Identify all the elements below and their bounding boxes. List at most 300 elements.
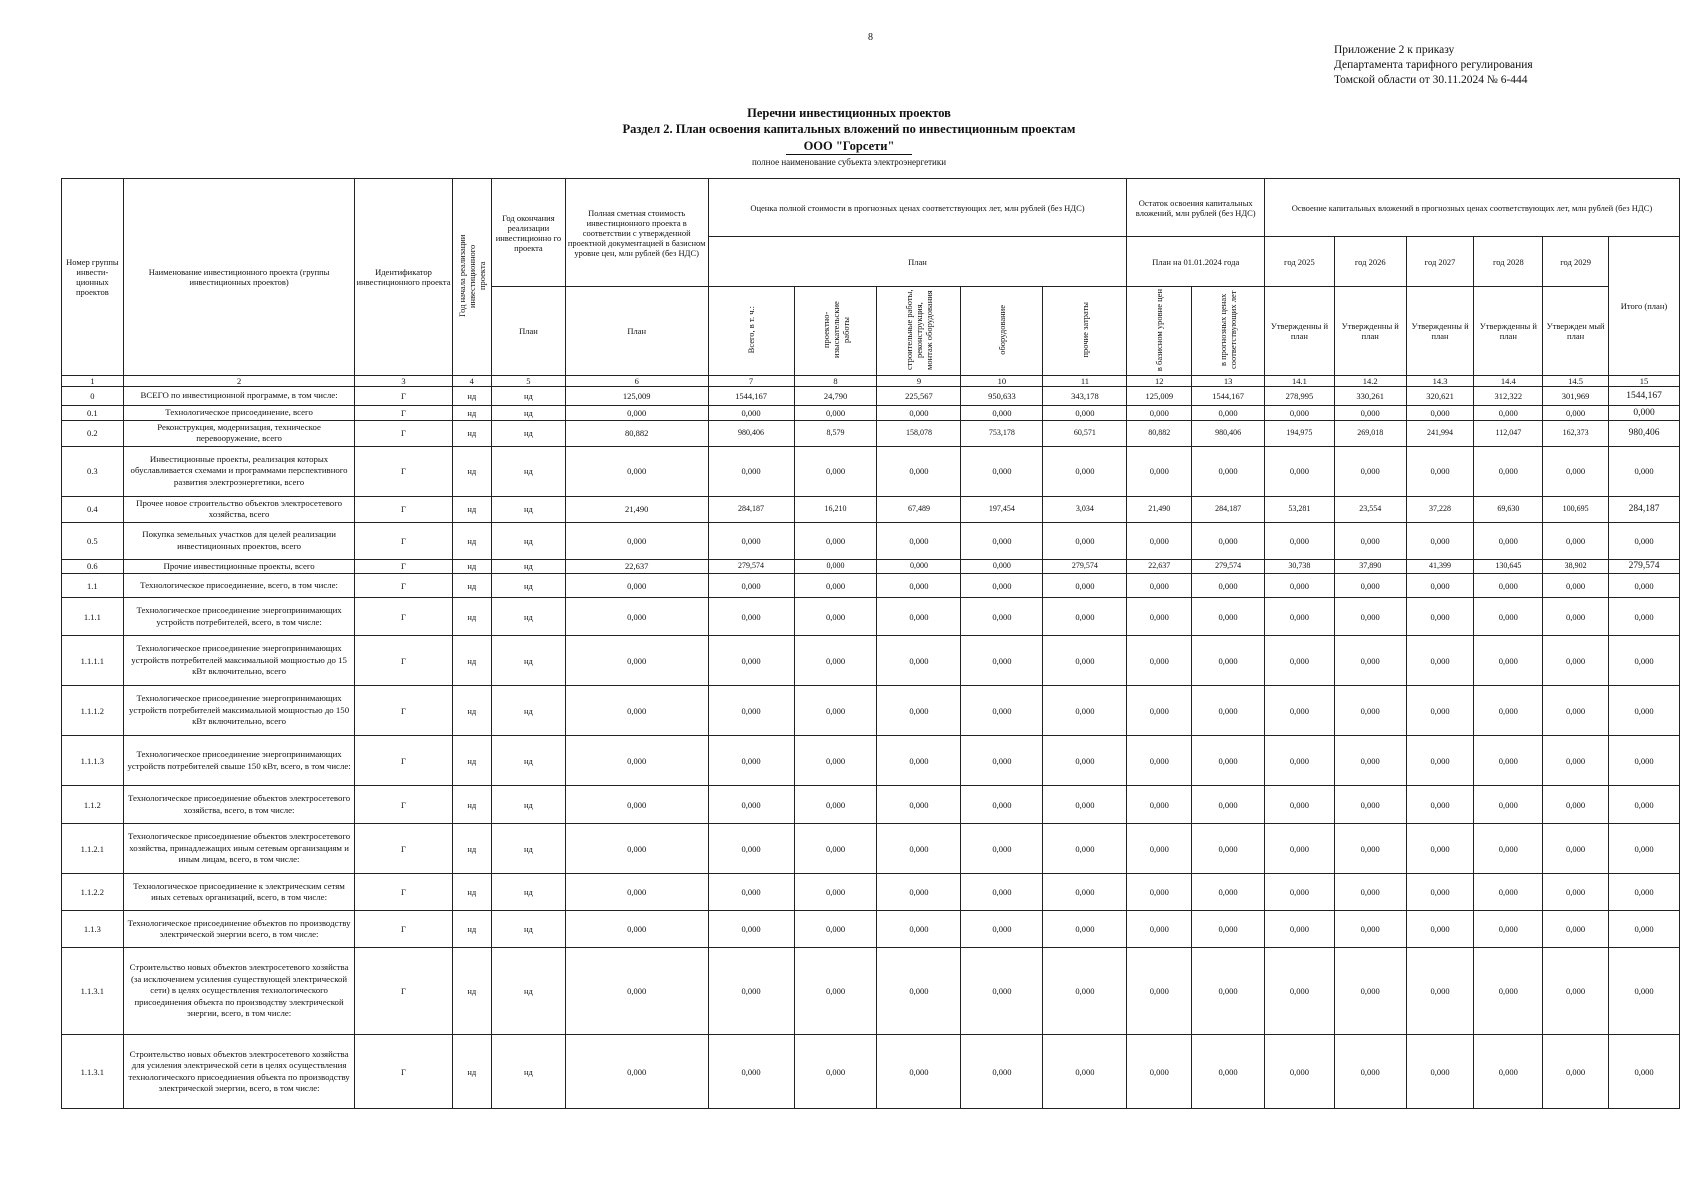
value-cell: 194,975 xyxy=(1265,420,1335,446)
end-year: нд xyxy=(492,636,566,686)
value-cell: 0,000 xyxy=(1406,636,1474,686)
project-code: Г xyxy=(355,522,452,559)
header-approved-2028: Утвержденны й план xyxy=(1474,287,1543,376)
table-row xyxy=(62,387,1680,406)
value-cell: 0,000 xyxy=(961,1035,1043,1109)
start-year: нд xyxy=(452,736,491,786)
project-name: Технологическое присоединение объектов электросетевого хозяйства, принадлежащих иным сетевым организациям и иным лицам, всего, в том числе: xyxy=(123,824,355,874)
value-cell: 0,000 xyxy=(1406,824,1474,874)
start-year: нд xyxy=(452,874,491,911)
value-cell: 0,000 xyxy=(708,686,794,736)
project-code: Г xyxy=(355,406,452,421)
end-year: нд xyxy=(492,786,566,824)
header-total-incl xyxy=(708,287,794,376)
project-name: Технологическое присоединение, всего xyxy=(123,406,355,421)
value-cell: 0,000 xyxy=(708,636,794,686)
table-row xyxy=(62,911,1680,948)
value-cell: 0,000 xyxy=(1334,686,1406,736)
table-row xyxy=(62,574,1680,598)
value-cell: 0,000 xyxy=(1265,736,1335,786)
value-cell: 284,187 xyxy=(1192,496,1265,522)
end-year: нд xyxy=(492,574,566,598)
value-cell: 0,000 xyxy=(565,1035,708,1109)
project-code: Г xyxy=(355,446,452,496)
start-year: нд xyxy=(452,911,491,948)
value-cell: 21,490 xyxy=(565,496,708,522)
header-remaining: Остаток освоения капитальных вложений, млн рублей (без НДС) xyxy=(1127,179,1265,237)
value-cell: 0,000 xyxy=(1265,874,1335,911)
value-cell: 0,000 xyxy=(1043,446,1127,496)
value-cell: 0,000 xyxy=(1334,911,1406,948)
value-cell: 0,000 xyxy=(1474,824,1543,874)
project-name: Технологическое присоединение энергопринимающих устройств потребителей максимальной мощностью до 15 кВт включительно, всего xyxy=(123,636,355,686)
end-year: нд xyxy=(492,874,566,911)
row-number: 1.1.3.1 xyxy=(62,948,124,1035)
value-cell: 0,000 xyxy=(961,559,1043,574)
table-row xyxy=(62,420,1680,446)
value-cell: 0,000 xyxy=(877,446,961,496)
value-cell: 0,000 xyxy=(877,786,961,824)
column-number: 13 xyxy=(1192,376,1265,387)
value-cell: 162,373 xyxy=(1543,420,1609,446)
header-total-incl-text: Всего, в т. ч.: xyxy=(746,306,757,354)
value-cell: 0,000 xyxy=(877,636,961,686)
project-code: Г xyxy=(355,948,452,1035)
value-cell: 0,000 xyxy=(1609,1035,1680,1109)
column-number: 15 xyxy=(1609,376,1680,387)
project-code: Г xyxy=(355,1035,452,1109)
value-cell: 0,000 xyxy=(877,824,961,874)
end-year: нд xyxy=(492,559,566,574)
value-cell: 0,000 xyxy=(1474,1035,1543,1109)
value-cell: 0,000 xyxy=(1265,786,1335,824)
value-cell: 0,000 xyxy=(1043,522,1127,559)
table-row xyxy=(62,786,1680,824)
column-number: 4 xyxy=(452,376,491,387)
value-cell: 0,000 xyxy=(1406,446,1474,496)
header-forecast-cost: Оценка полной стоимости в прогнозных ценах соответствующих лет, млн рублей (без НДС) xyxy=(708,179,1127,237)
value-cell: 0,000 xyxy=(794,874,877,911)
value-cell: 0,000 xyxy=(1543,911,1609,948)
end-year: нд xyxy=(492,824,566,874)
value-cell: 0,000 xyxy=(794,406,877,421)
column-number: 14.5 xyxy=(1543,376,1609,387)
start-year: нд xyxy=(452,387,491,406)
header-approved-2029: Утвержден мый план xyxy=(1543,287,1609,376)
value-cell: 0,000 xyxy=(708,574,794,598)
value-cell: 0,000 xyxy=(961,406,1043,421)
value-cell: 0,000 xyxy=(1192,1035,1265,1109)
value-cell: 0,000 xyxy=(1265,522,1335,559)
value-cell: 0,000 xyxy=(1474,874,1543,911)
value-cell: 125,009 xyxy=(565,387,708,406)
investment-table xyxy=(61,178,1680,1109)
project-name: Технологическое присоединение энергопринимающих устройств потребителей свыше 150 кВт, всего, в том числе: xyxy=(123,736,355,786)
header-forecast-prices-text: в прогнозных ценах соответствующих лет xyxy=(1218,290,1239,370)
column-number: 7 xyxy=(708,376,794,387)
column-number: 14.2 xyxy=(1334,376,1406,387)
row-number: 0.2 xyxy=(62,420,124,446)
value-cell: 0,000 xyxy=(1192,948,1265,1035)
value-cell: 225,567 xyxy=(877,387,961,406)
end-year: нд xyxy=(492,420,566,446)
value-cell: 0,000 xyxy=(1543,522,1609,559)
header-start-year xyxy=(452,179,491,376)
table-row xyxy=(62,446,1680,496)
start-year: нд xyxy=(452,406,491,421)
value-cell: 0,000 xyxy=(1043,948,1127,1035)
project-code: Г xyxy=(355,824,452,874)
value-cell: 0,000 xyxy=(708,406,794,421)
row-number: 0.4 xyxy=(62,496,124,522)
project-name: Строительство новых объектов электросетевого хозяйства (за исключением усиления существующей электрической сети) в целях осуществления технологического присоединения объекта по производству электрической энергии, всего, в том числе: xyxy=(123,948,355,1035)
header-design-works xyxy=(794,287,877,376)
value-cell: 0,000 xyxy=(1609,574,1680,598)
project-code: Г xyxy=(355,636,452,686)
value-cell: 753,178 xyxy=(961,420,1043,446)
value-cell: 0,000 xyxy=(1543,636,1609,686)
value-cell: 0,000 xyxy=(1043,406,1127,421)
value-cell: 0,000 xyxy=(708,598,794,636)
header-approved-2025: Утвержденны й план xyxy=(1265,287,1335,376)
start-year: нд xyxy=(452,446,491,496)
header-total: Итого (план) xyxy=(1609,237,1680,376)
value-cell: 0,000 xyxy=(794,446,877,496)
header-plan-6: План xyxy=(565,287,708,376)
row-number: 1.1.2.2 xyxy=(62,874,124,911)
column-number: 12 xyxy=(1127,376,1192,387)
project-name: Технологическое присоединение, всего, в том числе: xyxy=(123,574,355,598)
start-year: нд xyxy=(452,522,491,559)
start-year: нд xyxy=(452,636,491,686)
value-cell: 0,000 xyxy=(1474,911,1543,948)
value-cell: 0,000 xyxy=(1543,406,1609,421)
value-cell: 980,406 xyxy=(1609,420,1680,446)
header-full-cost: Полная сметная стоимость инвестиционного проекта в соответствии с утвержденной проектной документацией в базисном уровне цен, млн рублей (без НДС) xyxy=(565,179,708,287)
value-cell: 0,000 xyxy=(1543,1035,1609,1109)
header-plan-0101: План на 01.01.2024 года xyxy=(1127,237,1265,287)
value-cell: 0,000 xyxy=(1127,522,1192,559)
start-year: нд xyxy=(452,559,491,574)
project-name: Инвестиционные проекты, реализация которых обуславливается схемами и программами перспективного развития электроэнергетики, всего xyxy=(123,446,355,496)
start-year: нд xyxy=(452,420,491,446)
project-name: Реконструкция, модернизация, техническое перевооружение, всего xyxy=(123,420,355,446)
value-cell: 0,000 xyxy=(961,736,1043,786)
column-number: 14.1 xyxy=(1265,376,1335,387)
organization-name: ООО "Горсети" xyxy=(786,139,913,155)
value-cell: 158,078 xyxy=(877,420,961,446)
table-row xyxy=(62,824,1680,874)
project-code: Г xyxy=(355,786,452,824)
end-year: нд xyxy=(492,406,566,421)
column-number: 8 xyxy=(794,376,877,387)
project-name: Технологическое присоединение энергопринимающих устройств потребителей, всего, в том числе: xyxy=(123,598,355,636)
value-cell: 0,000 xyxy=(1609,786,1680,824)
column-number: 14.3 xyxy=(1406,376,1474,387)
column-number: 6 xyxy=(565,376,708,387)
appendix-line-3: Томской области от 30.11.2024 № 6-444 xyxy=(1334,74,1528,86)
table-row xyxy=(62,874,1680,911)
project-code: Г xyxy=(355,420,452,446)
value-cell: 980,406 xyxy=(1192,420,1265,446)
value-cell: 24,790 xyxy=(794,387,877,406)
header-approved-2027: Утвержденны й план xyxy=(1406,287,1474,376)
end-year: нд xyxy=(492,446,566,496)
end-year: нд xyxy=(492,496,566,522)
header-forecast-prices xyxy=(1192,287,1265,376)
appendix-note xyxy=(1334,43,1533,88)
project-code: Г xyxy=(355,559,452,574)
value-cell: 0,000 xyxy=(1265,636,1335,686)
value-cell: 0,000 xyxy=(1334,786,1406,824)
project-code: Г xyxy=(355,387,452,406)
value-cell: 0,000 xyxy=(1192,874,1265,911)
value-cell: 0,000 xyxy=(1043,874,1127,911)
value-cell: 0,000 xyxy=(1192,598,1265,636)
section-title: Раздел 2. План освоения капитальных вложений по инвестиционным проектам xyxy=(622,122,1076,136)
value-cell: 0,000 xyxy=(565,911,708,948)
value-cell: 0,000 xyxy=(1406,874,1474,911)
value-cell: 0,000 xyxy=(708,786,794,824)
value-cell: 0,000 xyxy=(1474,686,1543,736)
header-plan-5: План xyxy=(492,287,566,376)
value-cell: 0,000 xyxy=(1543,686,1609,736)
value-cell: 0,000 xyxy=(565,736,708,786)
column-number: 11 xyxy=(1043,376,1127,387)
header-base-prices xyxy=(1127,287,1192,376)
value-cell: 21,490 xyxy=(1127,496,1192,522)
row-number: 0.1 xyxy=(62,406,124,421)
value-cell: 0,000 xyxy=(1127,446,1192,496)
value-cell: 0,000 xyxy=(794,736,877,786)
value-cell: 0,000 xyxy=(1406,598,1474,636)
value-cell: 0,000 xyxy=(1406,786,1474,824)
value-cell: 0,000 xyxy=(708,874,794,911)
value-cell: 0,000 xyxy=(1609,911,1680,948)
value-cell: 0,000 xyxy=(1334,948,1406,1035)
header-equipment-text: оборудование xyxy=(996,305,1007,355)
value-cell: 0,000 xyxy=(1334,736,1406,786)
column-number: 10 xyxy=(961,376,1043,387)
value-cell: 0,000 xyxy=(1192,446,1265,496)
value-cell: 0,000 xyxy=(1543,948,1609,1035)
value-cell: 0,000 xyxy=(1474,598,1543,636)
end-year: нд xyxy=(492,598,566,636)
value-cell: 0,000 xyxy=(877,522,961,559)
value-cell: 0,000 xyxy=(1609,686,1680,736)
value-cell: 0,000 xyxy=(708,522,794,559)
column-number: 14.4 xyxy=(1474,376,1543,387)
project-code: Г xyxy=(355,686,452,736)
value-cell: 0,000 xyxy=(1334,522,1406,559)
document-titles xyxy=(0,105,1698,169)
value-cell: 0,000 xyxy=(1127,874,1192,911)
value-cell: 278,995 xyxy=(1265,387,1335,406)
value-cell: 0,000 xyxy=(877,874,961,911)
row-number: 1.1.3.1 xyxy=(62,1035,124,1109)
column-number: 1 xyxy=(62,376,124,387)
value-cell: 0,000 xyxy=(1543,786,1609,824)
value-cell: 343,178 xyxy=(1043,387,1127,406)
table-header xyxy=(62,179,1680,387)
end-year: нд xyxy=(492,948,566,1035)
value-cell: 0,000 xyxy=(1334,406,1406,421)
project-name: Прочие инвестиционные проекты, всего xyxy=(123,559,355,574)
value-cell: 0,000 xyxy=(1543,446,1609,496)
table-body xyxy=(62,387,1680,1109)
value-cell: 3,034 xyxy=(1043,496,1127,522)
header-start-year-text: Год начала реализации инвестиционного проекта xyxy=(456,234,487,318)
value-cell: 0,000 xyxy=(1543,736,1609,786)
value-cell: 0,000 xyxy=(794,574,877,598)
value-cell: 1544,167 xyxy=(708,387,794,406)
value-cell: 0,000 xyxy=(565,686,708,736)
value-cell: 69,630 xyxy=(1474,496,1543,522)
column-number: 9 xyxy=(877,376,961,387)
value-cell: 0,000 xyxy=(1192,736,1265,786)
start-year: нд xyxy=(452,496,491,522)
end-year: нд xyxy=(492,387,566,406)
value-cell: 284,187 xyxy=(1609,496,1680,522)
value-cell: 0,000 xyxy=(1609,736,1680,786)
value-cell: 0,000 xyxy=(1474,948,1543,1035)
value-cell: 0,000 xyxy=(565,522,708,559)
row-number: 0.5 xyxy=(62,522,124,559)
value-cell: 0,000 xyxy=(877,406,961,421)
value-cell: 0,000 xyxy=(877,686,961,736)
header-construction-text: строительные работы, реконструкция, монтаж оборудования xyxy=(903,289,934,371)
value-cell: 37,890 xyxy=(1334,559,1406,574)
value-cell: 0,000 xyxy=(1043,598,1127,636)
value-cell: 37,228 xyxy=(1406,496,1474,522)
value-cell: 301,969 xyxy=(1543,387,1609,406)
value-cell: 0,000 xyxy=(1543,598,1609,636)
value-cell: 80,882 xyxy=(1127,420,1192,446)
value-cell: 0,000 xyxy=(565,636,708,686)
value-cell: 0,000 xyxy=(1334,574,1406,598)
table-row xyxy=(62,598,1680,636)
row-number: 1.1.2 xyxy=(62,786,124,824)
value-cell: 0,000 xyxy=(1609,522,1680,559)
value-cell: 0,000 xyxy=(1334,824,1406,874)
value-cell: 0,000 xyxy=(1265,686,1335,736)
page-number: 8 xyxy=(868,32,873,43)
value-cell: 0,000 xyxy=(1609,636,1680,686)
value-cell: 0,000 xyxy=(877,574,961,598)
header-construction xyxy=(877,287,961,376)
value-cell: 8,579 xyxy=(794,420,877,446)
table-row xyxy=(62,636,1680,686)
value-cell: 0,000 xyxy=(1406,948,1474,1035)
row-number: 1.1 xyxy=(62,574,124,598)
value-cell: 0,000 xyxy=(565,786,708,824)
value-cell: 125,009 xyxy=(1127,387,1192,406)
table-row xyxy=(62,1035,1680,1109)
value-cell: 0,000 xyxy=(1043,786,1127,824)
value-cell: 0,000 xyxy=(794,786,877,824)
value-cell: 330,261 xyxy=(1334,387,1406,406)
value-cell: 0,000 xyxy=(565,598,708,636)
project-name: Технологическое присоединение энергопринимающих устройств потребителей максимальной мощностью до 150 кВт включительно, всего xyxy=(123,686,355,736)
value-cell: 0,000 xyxy=(1609,948,1680,1035)
header-year-2028: год 2028 xyxy=(1474,237,1543,287)
value-cell: 0,000 xyxy=(961,948,1043,1035)
table-row xyxy=(62,522,1680,559)
value-cell: 0,000 xyxy=(1334,874,1406,911)
value-cell: 1544,167 xyxy=(1609,387,1680,406)
header-base-prices-text: в базисном уровне цен xyxy=(1154,288,1165,372)
value-cell: 0,000 xyxy=(1265,824,1335,874)
start-year: нд xyxy=(452,824,491,874)
column-number: 3 xyxy=(355,376,452,387)
value-cell: 312,322 xyxy=(1474,387,1543,406)
value-cell: 0,000 xyxy=(1406,1035,1474,1109)
table-row xyxy=(62,496,1680,522)
value-cell: 0,000 xyxy=(1474,406,1543,421)
header-project-id: Идентификатор инвестиционного проекта xyxy=(355,179,452,376)
row-number: 1.1.1.1 xyxy=(62,636,124,686)
value-cell: 0,000 xyxy=(1543,824,1609,874)
end-year: нд xyxy=(492,522,566,559)
value-cell: 0,000 xyxy=(1265,948,1335,1035)
value-cell: 0,000 xyxy=(961,786,1043,824)
value-cell: 0,000 xyxy=(794,1035,877,1109)
row-number: 1.1.1.2 xyxy=(62,686,124,736)
value-cell: 0,000 xyxy=(1127,824,1192,874)
column-number: 5 xyxy=(492,376,566,387)
end-year: нд xyxy=(492,736,566,786)
value-cell: 0,000 xyxy=(1127,736,1192,786)
value-cell: 0,000 xyxy=(1127,636,1192,686)
header-year-2029: год 2029 xyxy=(1543,237,1609,287)
value-cell: 0,000 xyxy=(1192,522,1265,559)
header-year-2027: год 2027 xyxy=(1406,237,1474,287)
header-plan: План xyxy=(708,237,1127,287)
table-row xyxy=(62,948,1680,1035)
value-cell: 0,000 xyxy=(1043,911,1127,948)
project-code: Г xyxy=(355,574,452,598)
value-cell: 0,000 xyxy=(794,824,877,874)
end-year: нд xyxy=(492,911,566,948)
end-year: нд xyxy=(492,1035,566,1109)
table-row xyxy=(62,406,1680,421)
value-cell: 80,882 xyxy=(565,420,708,446)
value-cell: 22,637 xyxy=(1127,559,1192,574)
header-design-works-text: проектно-изыскательские работы xyxy=(820,301,851,359)
header-year-2025: год 2025 xyxy=(1265,237,1335,287)
column-numbers-row xyxy=(62,376,1680,387)
value-cell: 0,000 xyxy=(961,522,1043,559)
project-code: Г xyxy=(355,874,452,911)
value-cell: 0,000 xyxy=(1265,911,1335,948)
table-row xyxy=(62,736,1680,786)
end-year: нд xyxy=(492,686,566,736)
value-cell: 0,000 xyxy=(794,948,877,1035)
value-cell: 0,000 xyxy=(708,446,794,496)
value-cell: 0,000 xyxy=(1474,574,1543,598)
header-approved-2026: Утвержденны й план xyxy=(1334,287,1406,376)
value-cell: 0,000 xyxy=(794,598,877,636)
value-cell: 0,000 xyxy=(1406,911,1474,948)
header-project-name: Наименование инвестиционного проекта (группы инвестиционных проектов) xyxy=(123,179,355,376)
project-code: Г xyxy=(355,598,452,636)
header-other-costs xyxy=(1043,287,1127,376)
value-cell: 0,000 xyxy=(794,636,877,686)
value-cell: 38,902 xyxy=(1543,559,1609,574)
value-cell: 284,187 xyxy=(708,496,794,522)
appendix-line-1: Приложение 2 к приказу xyxy=(1334,44,1455,56)
value-cell: 0,000 xyxy=(1043,686,1127,736)
